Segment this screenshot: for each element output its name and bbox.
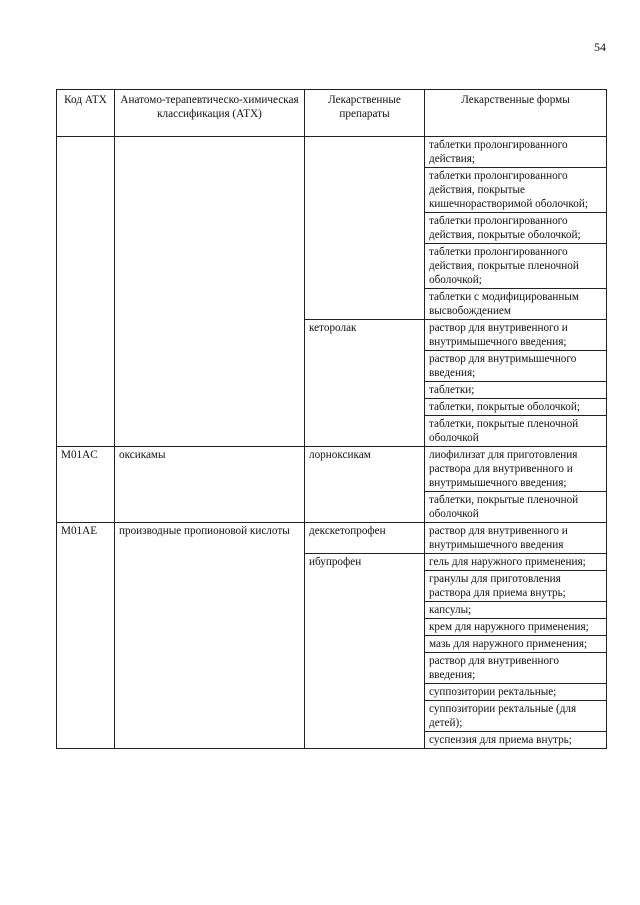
forms-cell [425, 523, 607, 554]
forms-cell [425, 137, 607, 320]
forms-cell [425, 447, 607, 523]
table-header-row [57, 90, 607, 137]
form-item: суппозитории ректальные; [425, 684, 606, 701]
code-cell: M01AE [57, 523, 115, 749]
form-item: крем для наружного применения; [425, 619, 606, 636]
form-item: раствор для внутривенного введения; [425, 653, 606, 684]
forms-cell [425, 554, 607, 749]
form-item: гранулы для приготовления раствора для приема внутрь; [425, 571, 606, 602]
form-item: таблетки, покрытые оболочкой; [425, 399, 606, 416]
form-item: таблетки пролонгированного действия, покрытые пленочной оболочкой; [425, 244, 606, 289]
form-item: таблетки с модифицированным высвобождением [429, 291, 579, 317]
drug-cell: лорноксикам [305, 447, 425, 523]
classification-cell: производные пропионовой кислоты [115, 523, 305, 749]
form-item: таблетки пролонгированного действия; [425, 137, 606, 168]
form-item: раствор для внутривенного и внутримышечного введения; [425, 320, 606, 351]
form-item: таблетки, покрытые пленочной оболочкой [429, 494, 579, 520]
drug-cell [305, 137, 425, 320]
form-item: раствор для внутримышечного введения; [425, 351, 606, 382]
table-row [57, 137, 607, 320]
header-classification: Анатомо-терапевтическо-химическая классификация (АТХ) [115, 90, 305, 137]
header-forms: Лекарственные формы [425, 90, 607, 137]
forms-cell [425, 320, 607, 447]
form-item: таблетки пролонгированного действия, покрытые кишечнорастворимой оболочкой; [425, 168, 606, 213]
form-item: таблетки пролонгированного действия, покрытые оболочкой; [425, 213, 606, 244]
form-item: капсулы; [425, 602, 606, 619]
table-row [57, 523, 607, 554]
form-item: гель для наружного применения; [425, 554, 606, 571]
code-cell: M01AC [57, 447, 115, 523]
drug-cell: кеторолак [305, 320, 425, 447]
form-item: мазь для наружного применения; [425, 636, 606, 653]
form-item: лиофилизат для приготовления раствора для внутривенного и внутримышечного введения; [425, 447, 606, 492]
header-drugs: Лекарственные препараты [305, 90, 425, 137]
drug-cell: декскетопрофен [305, 523, 425, 554]
page-number: 54 [594, 40, 606, 54]
drug-cell: ибупрофен [305, 554, 425, 749]
table-row [57, 447, 607, 523]
classification-cell [115, 137, 305, 447]
form-item: суппозитории ректальные (для детей); [425, 701, 606, 732]
form-item: таблетки; [425, 382, 606, 399]
form-item: таблетки, покрытые пленочной оболочкой [429, 418, 579, 444]
code-cell [57, 137, 115, 447]
atx-table [56, 89, 607, 749]
form-item: раствор для внутривенного и внутримышечного введения [429, 525, 568, 551]
header-code: Код АТХ [57, 90, 115, 137]
form-item: суспензия для приема внутрь; [429, 734, 572, 746]
classification-cell: оксикамы [115, 447, 305, 523]
